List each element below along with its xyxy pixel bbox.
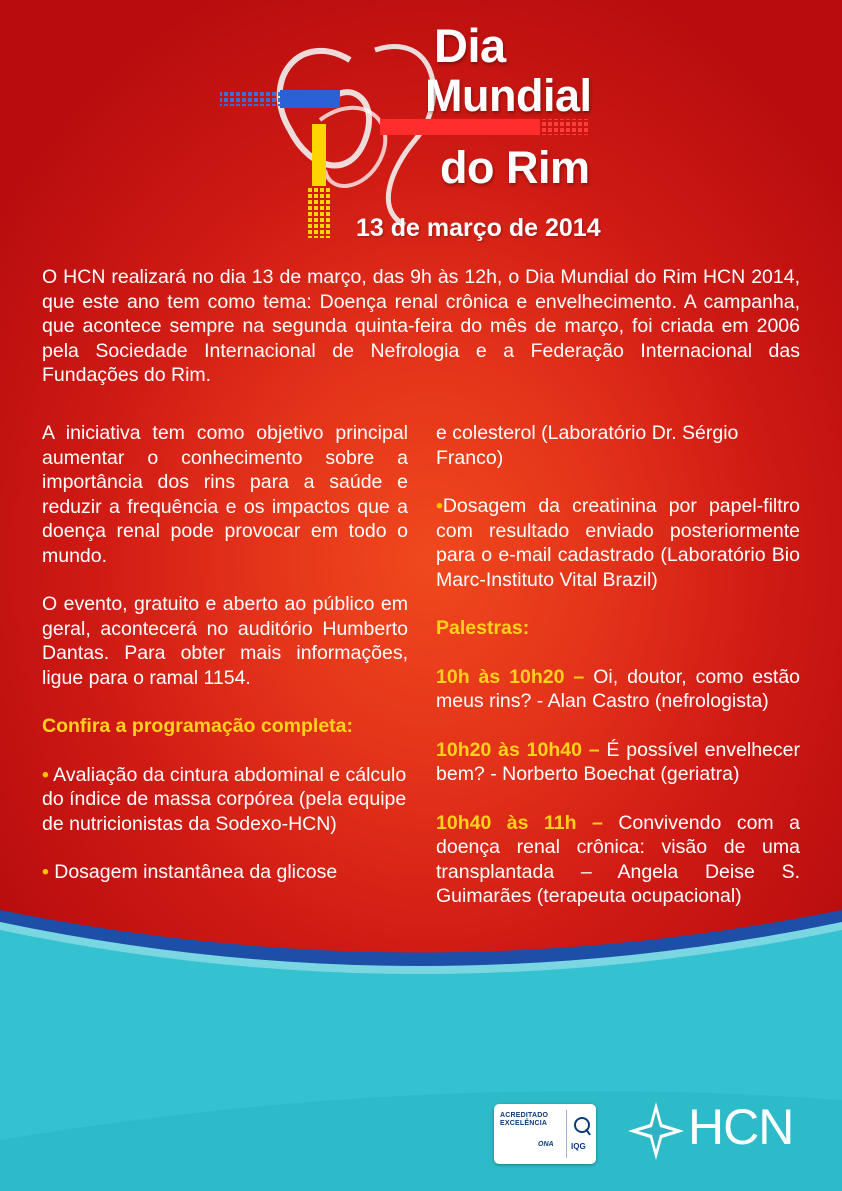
bullet-icon: • [436, 495, 443, 517]
talk-time: 10h20 às 10h40 – [436, 738, 600, 761]
event-info-paragraph: O evento, gratuito e aberto ao público em geral, acontecerá no auditório Humberto Dantas. Para obter mais informações, ligue para o ramal 1154. [42, 593, 408, 689]
accreditation-badge [494, 1104, 596, 1164]
program-item-text: Dosagem instantânea da glicose [54, 861, 338, 883]
program-item-text: Avaliação da cintura abdominal e cálculo do índice de massa corpórea (pela equipe de nutricionistas da Sodexo-HCN) [42, 763, 407, 835]
programacao-heading: Confira a programação completa: [42, 715, 353, 737]
talk-text: Convivendo com a doença renal crônica: visão de uma transplantada – Angela Deise S. Guimarães (terapeuta ocupacional) [436, 811, 800, 907]
program-item-creatinina [436, 494, 800, 592]
hcn-logo-text: HCN [688, 1099, 794, 1155]
title-line-dia: Dia [434, 19, 506, 72]
program-item-text: Dosagem da creatinina por papel-filtro com resultado enviado posteriormente para o e-mail cadastrado (Laboratório Bio Marc-Instituto Vital Brazil) [436, 495, 800, 591]
right-column [436, 421, 800, 933]
objective-paragraph: A iniciativa tem como objetivo principal aumentar o conhecimento sobre a importância dos rins para a saúde e reduzir a frequência e os impactos que a doença renal pode provocar em todo o mundo. [42, 422, 408, 567]
talk-text: Oi, doutor, como estão meus rins? - Alan Castro (nefrologista) [436, 665, 801, 712]
talk-time: 10h às 10h20 – [436, 665, 585, 688]
talk-text: É possível envelhecer bem? - Norberto Boechat (geriatra) [436, 738, 800, 785]
talk-item [436, 665, 800, 714]
program-item-glicose-continued: e colesterol (Laboratório Dr. Sérgio Franco) [436, 422, 739, 469]
left-column [42, 421, 408, 909]
program-item-glicose [42, 860, 408, 885]
iqg-logo-text: IQG [571, 1142, 586, 1151]
ona-logo-text: ONA [538, 1141, 554, 1148]
title-line-mundial: Mundial [425, 70, 592, 121]
intro-paragraph: O HCN realizará no dia 13 de março, das 9h às 12h, o Dia Mundial do Rim HCN 2014, que este ano tem como tema: Doença renal crônica e envelhecimento. A campanha, que acontece sempre na segunda quinta-feira do mês de março, foi criada em 2006 pela Sociedade Internacional de Nefrologia e a Federação Internacional das Fundações do Rim. [42, 266, 800, 386]
program-item-cintura [42, 763, 408, 837]
bullet-icon: • [42, 861, 49, 883]
badge-divider [566, 1110, 567, 1158]
palestras-heading: Palestras: [436, 617, 530, 639]
talk-item [436, 738, 800, 787]
iqg-seal-icon [572, 1116, 592, 1138]
accreditation-label: ACREDITADO EXCELÊNCIA [500, 1112, 549, 1127]
talk-item [436, 811, 800, 909]
talk-time: 10h40 às 11h – [436, 811, 603, 834]
event-date: 13 de março de 2014 [356, 214, 601, 242]
title-line-do-rim: do Rim [440, 142, 590, 193]
bullet-icon: • [42, 763, 49, 786]
